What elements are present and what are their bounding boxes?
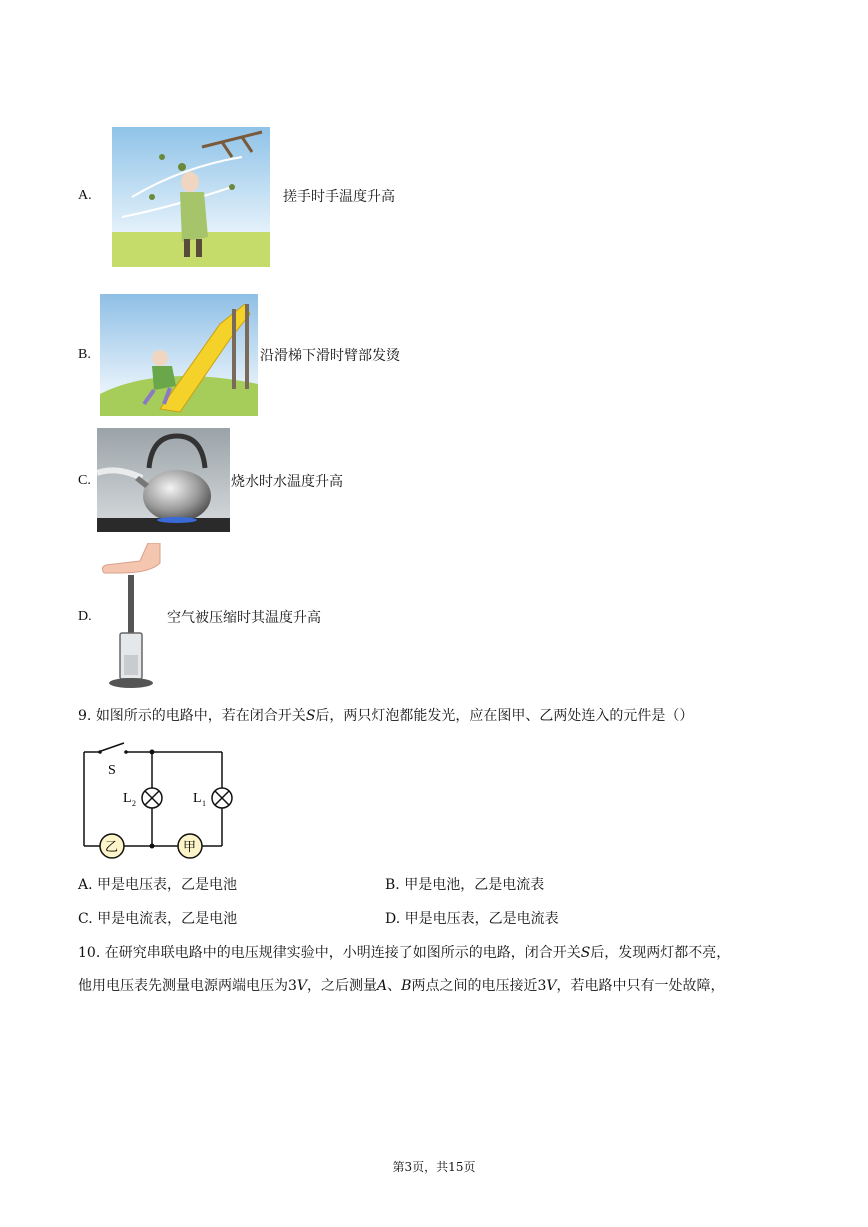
voltage-unit-2: V bbox=[546, 978, 557, 994]
option-a-image bbox=[112, 127, 270, 267]
option-c-text: 烧水时水温度升高 bbox=[231, 474, 343, 490]
voltage-value-2: 3 bbox=[537, 978, 547, 994]
choice-c[interactable]: C. 甲是电流表，乙是电池 bbox=[78, 911, 238, 927]
option-d-text: 空气被压缩时其温度升高 bbox=[167, 610, 321, 626]
lamp-l1 bbox=[212, 788, 232, 808]
meter-yi-label: 乙 bbox=[105, 840, 119, 855]
choice-a[interactable]: A. 甲是电压表，乙是电池 bbox=[78, 877, 238, 893]
choice-d[interactable]: D. 甲是电压表，乙是电流表 bbox=[385, 911, 559, 927]
option-d-letter: D. bbox=[78, 609, 92, 624]
question-9-stem bbox=[78, 707, 693, 725]
option-a-text: 搓手时手温度升高 bbox=[283, 189, 395, 205]
lamp-l2-label: L bbox=[123, 791, 132, 806]
switch-blade bbox=[101, 743, 124, 751]
option-d-image bbox=[100, 543, 166, 691]
lamp-l1-label: L bbox=[193, 791, 202, 806]
option-b-image bbox=[100, 294, 258, 416]
lamp-l2 bbox=[142, 788, 162, 808]
switch-label: S bbox=[108, 763, 116, 778]
q10-text-1a: 10. 在研究串联电路中的电压规律实验中，小明连接了如图所示的电路，闭合开关 bbox=[78, 945, 581, 961]
voltage-value: 3 bbox=[288, 978, 297, 994]
point-a: A bbox=[377, 978, 388, 994]
page-footer: 第3页，共15页 bbox=[392, 1160, 476, 1174]
q10-text-2e: ，若电路中只有一处故障， bbox=[556, 978, 725, 994]
lamp-l2-subscript: 2 bbox=[132, 799, 136, 808]
question-10-line-2 bbox=[78, 977, 725, 995]
switch-symbol: S bbox=[305, 708, 316, 724]
voltage-unit: V bbox=[296, 978, 308, 994]
q10-text-2a: 他用电压表先测量电源两端电压为 bbox=[78, 978, 288, 994]
question-number: 9. bbox=[78, 708, 92, 724]
stem-text-2: 后，两只灯泡都能发光，应在图甲、乙两处连入的元件是（） bbox=[315, 708, 694, 724]
option-b-letter: B. bbox=[78, 347, 91, 362]
lamp-l1-subscript: 1 bbox=[202, 799, 206, 808]
question-10-line-1 bbox=[78, 944, 730, 962]
circuit-diagram bbox=[80, 742, 240, 860]
q10-text-2b: ，之后测量 bbox=[307, 978, 378, 994]
meter-jia-label: 甲 bbox=[183, 840, 197, 855]
option-b-text: 沿滑梯下滑时臂部发烫 bbox=[260, 348, 400, 364]
point-b: B bbox=[401, 978, 412, 994]
q10-separator: 、 bbox=[387, 978, 402, 994]
choice-b[interactable]: B. 甲是电池，乙是电流表 bbox=[385, 877, 545, 893]
stem-text: 如图所示的电路中，若在闭合开关 bbox=[95, 708, 306, 724]
option-c-letter: C. bbox=[78, 473, 91, 488]
q10-text-2d: 两点之间的电压接近 bbox=[411, 978, 538, 994]
switch-symbol: S bbox=[580, 945, 591, 961]
option-c-image bbox=[97, 428, 230, 532]
q10-text-1b: 后，发现两灯都不亮， bbox=[590, 945, 731, 961]
option-a-letter: A. bbox=[78, 188, 92, 203]
